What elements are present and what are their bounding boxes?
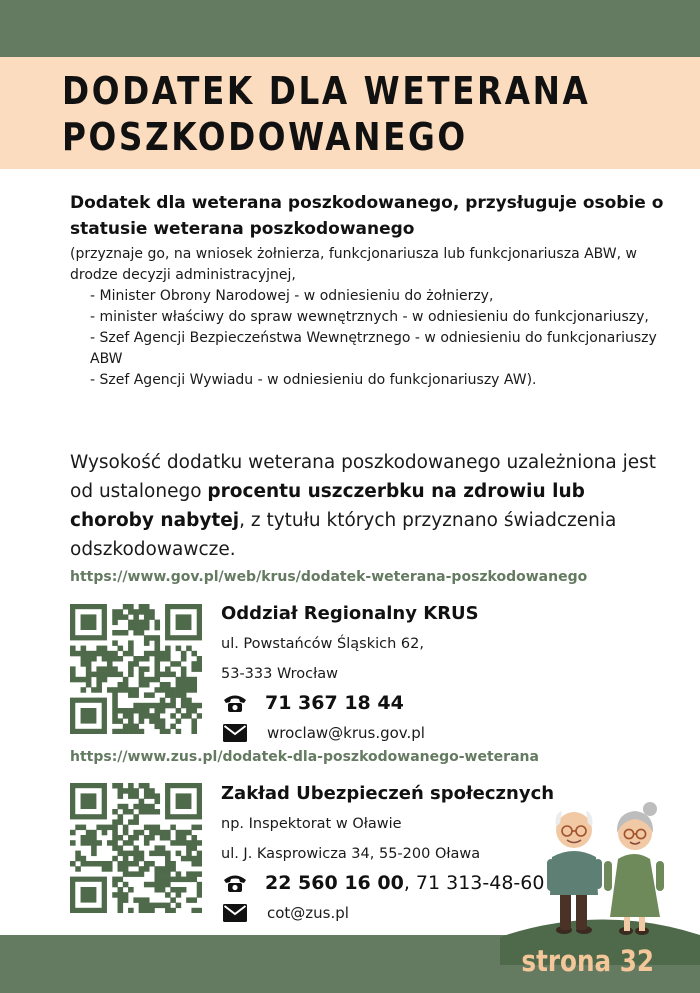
qr-code-icon xyxy=(70,783,202,913)
amount-paragraph xyxy=(70,448,670,564)
list-item: - Szef Agencji Wywiadu - w odniesieniu do funkcjonariuszy AW). xyxy=(90,372,537,388)
page-title: DODATEK DLA WETERANA POSZKODOWANEGO xyxy=(62,69,591,159)
envelope-icon xyxy=(221,902,249,924)
envelope-icon xyxy=(221,722,249,744)
list-item: - minister właściwy do spraw wewnętrznych - w odniesieniu do funkcjonariuszy, xyxy=(90,309,649,325)
list-item: - Szef Agencji Bezpieczeństwa Wewnętrznego - w odniesieniu do funkcjonariuszy ABW xyxy=(90,330,657,367)
krus-city: 53-333 Wrocław xyxy=(221,666,339,682)
amount-text: Wysokość dodatku weterana poszkodowanego uzależniona jest od ustalonego xyxy=(70,452,657,502)
zus-link[interactable]: https://www.zus.pl/dodatek-dla-poszkodowanego-weterana xyxy=(70,749,539,765)
page-number: strona 32 xyxy=(521,944,654,978)
telephone-icon xyxy=(221,692,249,714)
zus-inspectorate: np. Inspektorat w Oławie xyxy=(221,816,402,832)
list-item: - Minister Obrony Narodowej - w odniesieniu do żołnierzy, xyxy=(90,288,494,304)
amount-text-end: , z tytułu których przyznano świadczenia odszkodowawcze. xyxy=(70,510,617,560)
krus-email-row xyxy=(221,721,581,745)
top-band xyxy=(0,0,700,57)
krus-street: ul. Powstańców Śląskich 62, xyxy=(221,636,424,652)
intro-text: (przyznaje go, na wniosek żołnierza, funkcjonariusza lub funkcjonariusza ABW, w drodze decyzji administracyjnej, xyxy=(70,246,637,283)
intro-heading: Dodatek dla weterana poszkodowanego, przysługuje osobie o statusie weterana poszkodowanego xyxy=(70,193,664,239)
zus-office-name: Zakład Ubezpieczeń społecznych xyxy=(221,783,555,804)
zus-contact xyxy=(221,783,581,925)
telephone-icon xyxy=(221,872,249,894)
krus-phone-row xyxy=(221,691,581,715)
zus-email[interactable]: cot@zus.pl xyxy=(267,904,349,922)
qr-code-icon xyxy=(70,604,202,734)
intro-section xyxy=(70,190,680,391)
elderly-couple-illustration xyxy=(540,795,675,940)
krus-phone[interactable]: 71 367 18 44 xyxy=(265,692,404,714)
krus-contact xyxy=(221,603,581,745)
zus-phone[interactable]: 22 560 16 00 xyxy=(265,872,404,894)
krus-link[interactable]: https://www.gov.pl/web/krus/dodatek-weterana-poszkodowanego xyxy=(70,569,588,585)
krus-email[interactable]: wroclaw@krus.gov.pl xyxy=(267,724,425,742)
zus-phone-row xyxy=(221,871,581,895)
zus-phone-extra: , 71 313-48-60 xyxy=(403,872,545,894)
amount-emphasis: procentu uszczerbku na zdrowiu lub choroby nabytej xyxy=(70,481,585,531)
authority-list xyxy=(90,286,680,391)
krus-office-name: Oddział Regionalny KRUS xyxy=(221,603,479,624)
zus-street: ul. J. Kasprowicza 34, 55-200 Oława xyxy=(221,846,481,862)
